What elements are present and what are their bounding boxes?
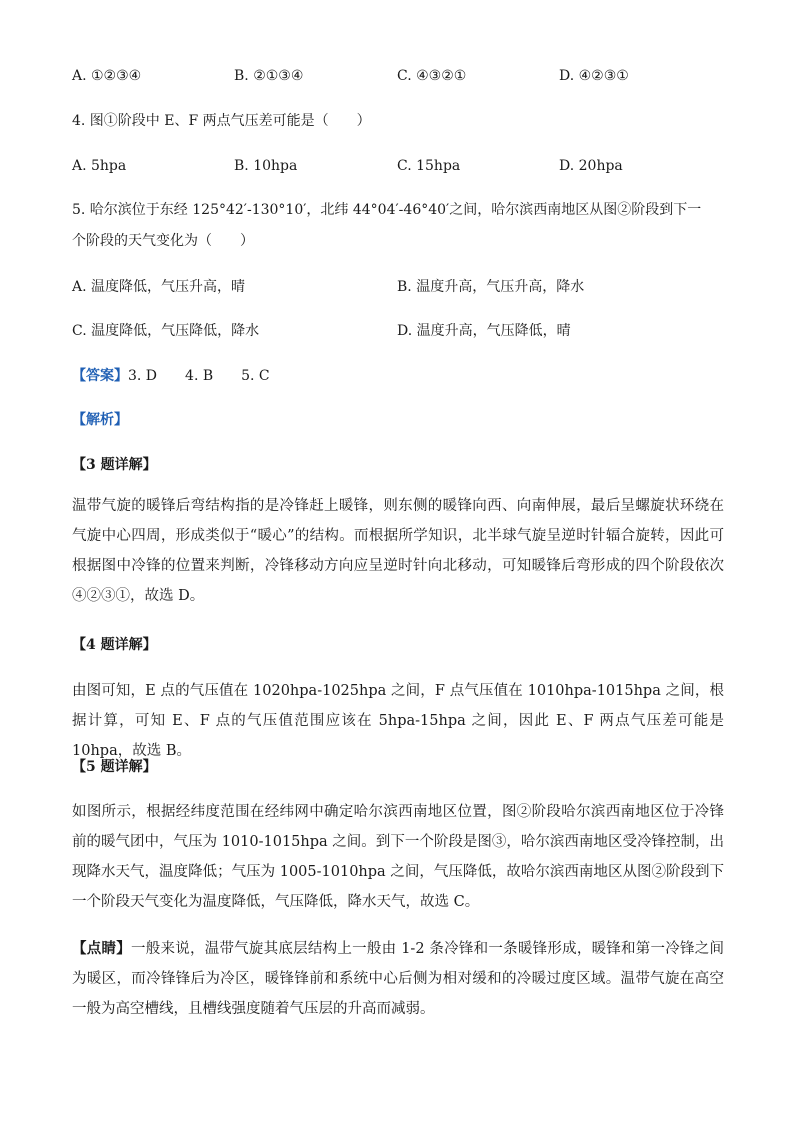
- q5-option-b: B. 温度升高，气压升高，降水: [397, 279, 585, 295]
- q5-stem-line1: 5. 哈尔滨位于东经 125°42′-130°10′，北纬 44°04′-46°40′之间，哈尔滨西南地区从图②阶段到下一: [72, 202, 702, 218]
- answer-line: [72, 366, 270, 386]
- detail4-body: 由图可知，E 点的气压值在 1020hpa-1025hpa 之间，F 点气压值在 1010hpa-1015hpa 之间，根据计算，可知 E、F 点的气压值范围应该在 5hpa-15hpa 之间，因此 E、F 两点气压差可能是 10hpa，故选 B。: [72, 683, 724, 759]
- detail4-title: 【4 题详解】: [72, 637, 157, 653]
- q3-option-b: B. ②①③④: [234, 68, 304, 84]
- q4-option-b: B. 10hpa: [234, 158, 298, 174]
- q3-option-d: D. ④②③①: [559, 68, 629, 84]
- q3-option-a: A. ①②③④: [72, 68, 142, 84]
- pointer-paragraph: [72, 934, 724, 1024]
- q4-stem: 4. 图①阶段中 E、F 两点气压差可能是（ ）: [72, 113, 371, 129]
- q4-option-a: A. 5hpa: [72, 158, 127, 174]
- q5-option-d: D. 温度升高，气压降低，晴: [397, 323, 571, 339]
- detail3-title: 【3 题详解】: [72, 457, 157, 473]
- q4-option-d: D. 20hpa: [559, 158, 623, 174]
- q5-option-a: A. 温度降低，气压升高，晴: [72, 279, 246, 295]
- q4-option-c: C. 15hpa: [397, 158, 461, 174]
- analysis-label: 【解析】: [72, 412, 128, 428]
- detail5-body: 如图所示，根据经纬度范围在经纬网中确定哈尔滨西南地区位置，图②阶段哈尔滨西南地区位于冷锋前的暖气团中，气压为 1010-1015hpa 之间。到下一个阶段是图③，哈尔滨西南地区受冷锋控制，出现降水天气，温度降低；气压为 1005-1010hpa 之间，气压降低，故哈尔滨西南地区从图②阶段到下一个阶段天气变化为温度降低，气压降低，降水天气，故选 C。: [72, 804, 724, 910]
- answer-label: 【答案】: [72, 368, 128, 384]
- pointer-body: 一般来说，温带气旋其底层结构上一般由 1-2 条冷锋和一条暖锋形成，暖锋和第一冷锋之间为暖区，而冷锋锋后为冷区，暖锋锋前和系统中心后侧为相对缓和的冷暖过度区域。温带气旋在高空一般为高空槽线，且槽线强度随着气压层的升高而减弱。: [72, 941, 725, 1017]
- answer-text: 3. D 4. B 5. C: [128, 368, 270, 384]
- detail3-body: 温带气旋的暖锋后弯结构指的是冷锋赶上暖锋，则东侧的暖锋向西、向南伸展，最后呈螺旋状环绕在气旋中心四周，形成类似于“暖心”的结构。而根据所学知识，北半球气旋呈逆时针辐合旋转，因此可根据图中冷锋的位置来判断，冷锋移动方向应呈逆时针向北移动，可知暖锋后弯形成的四个阶段依次④②③①，故选 D。: [72, 498, 724, 604]
- pointer-label: 【点睛】: [72, 940, 131, 957]
- q5-stem-line2: 个阶段的天气变化为（ ）: [72, 233, 254, 249]
- q5-option-c: C. 温度降低，气压降低，降水: [72, 323, 260, 339]
- q3-option-c: C. ④③②①: [397, 68, 467, 84]
- detail5-title: 【5 题详解】: [72, 759, 157, 775]
